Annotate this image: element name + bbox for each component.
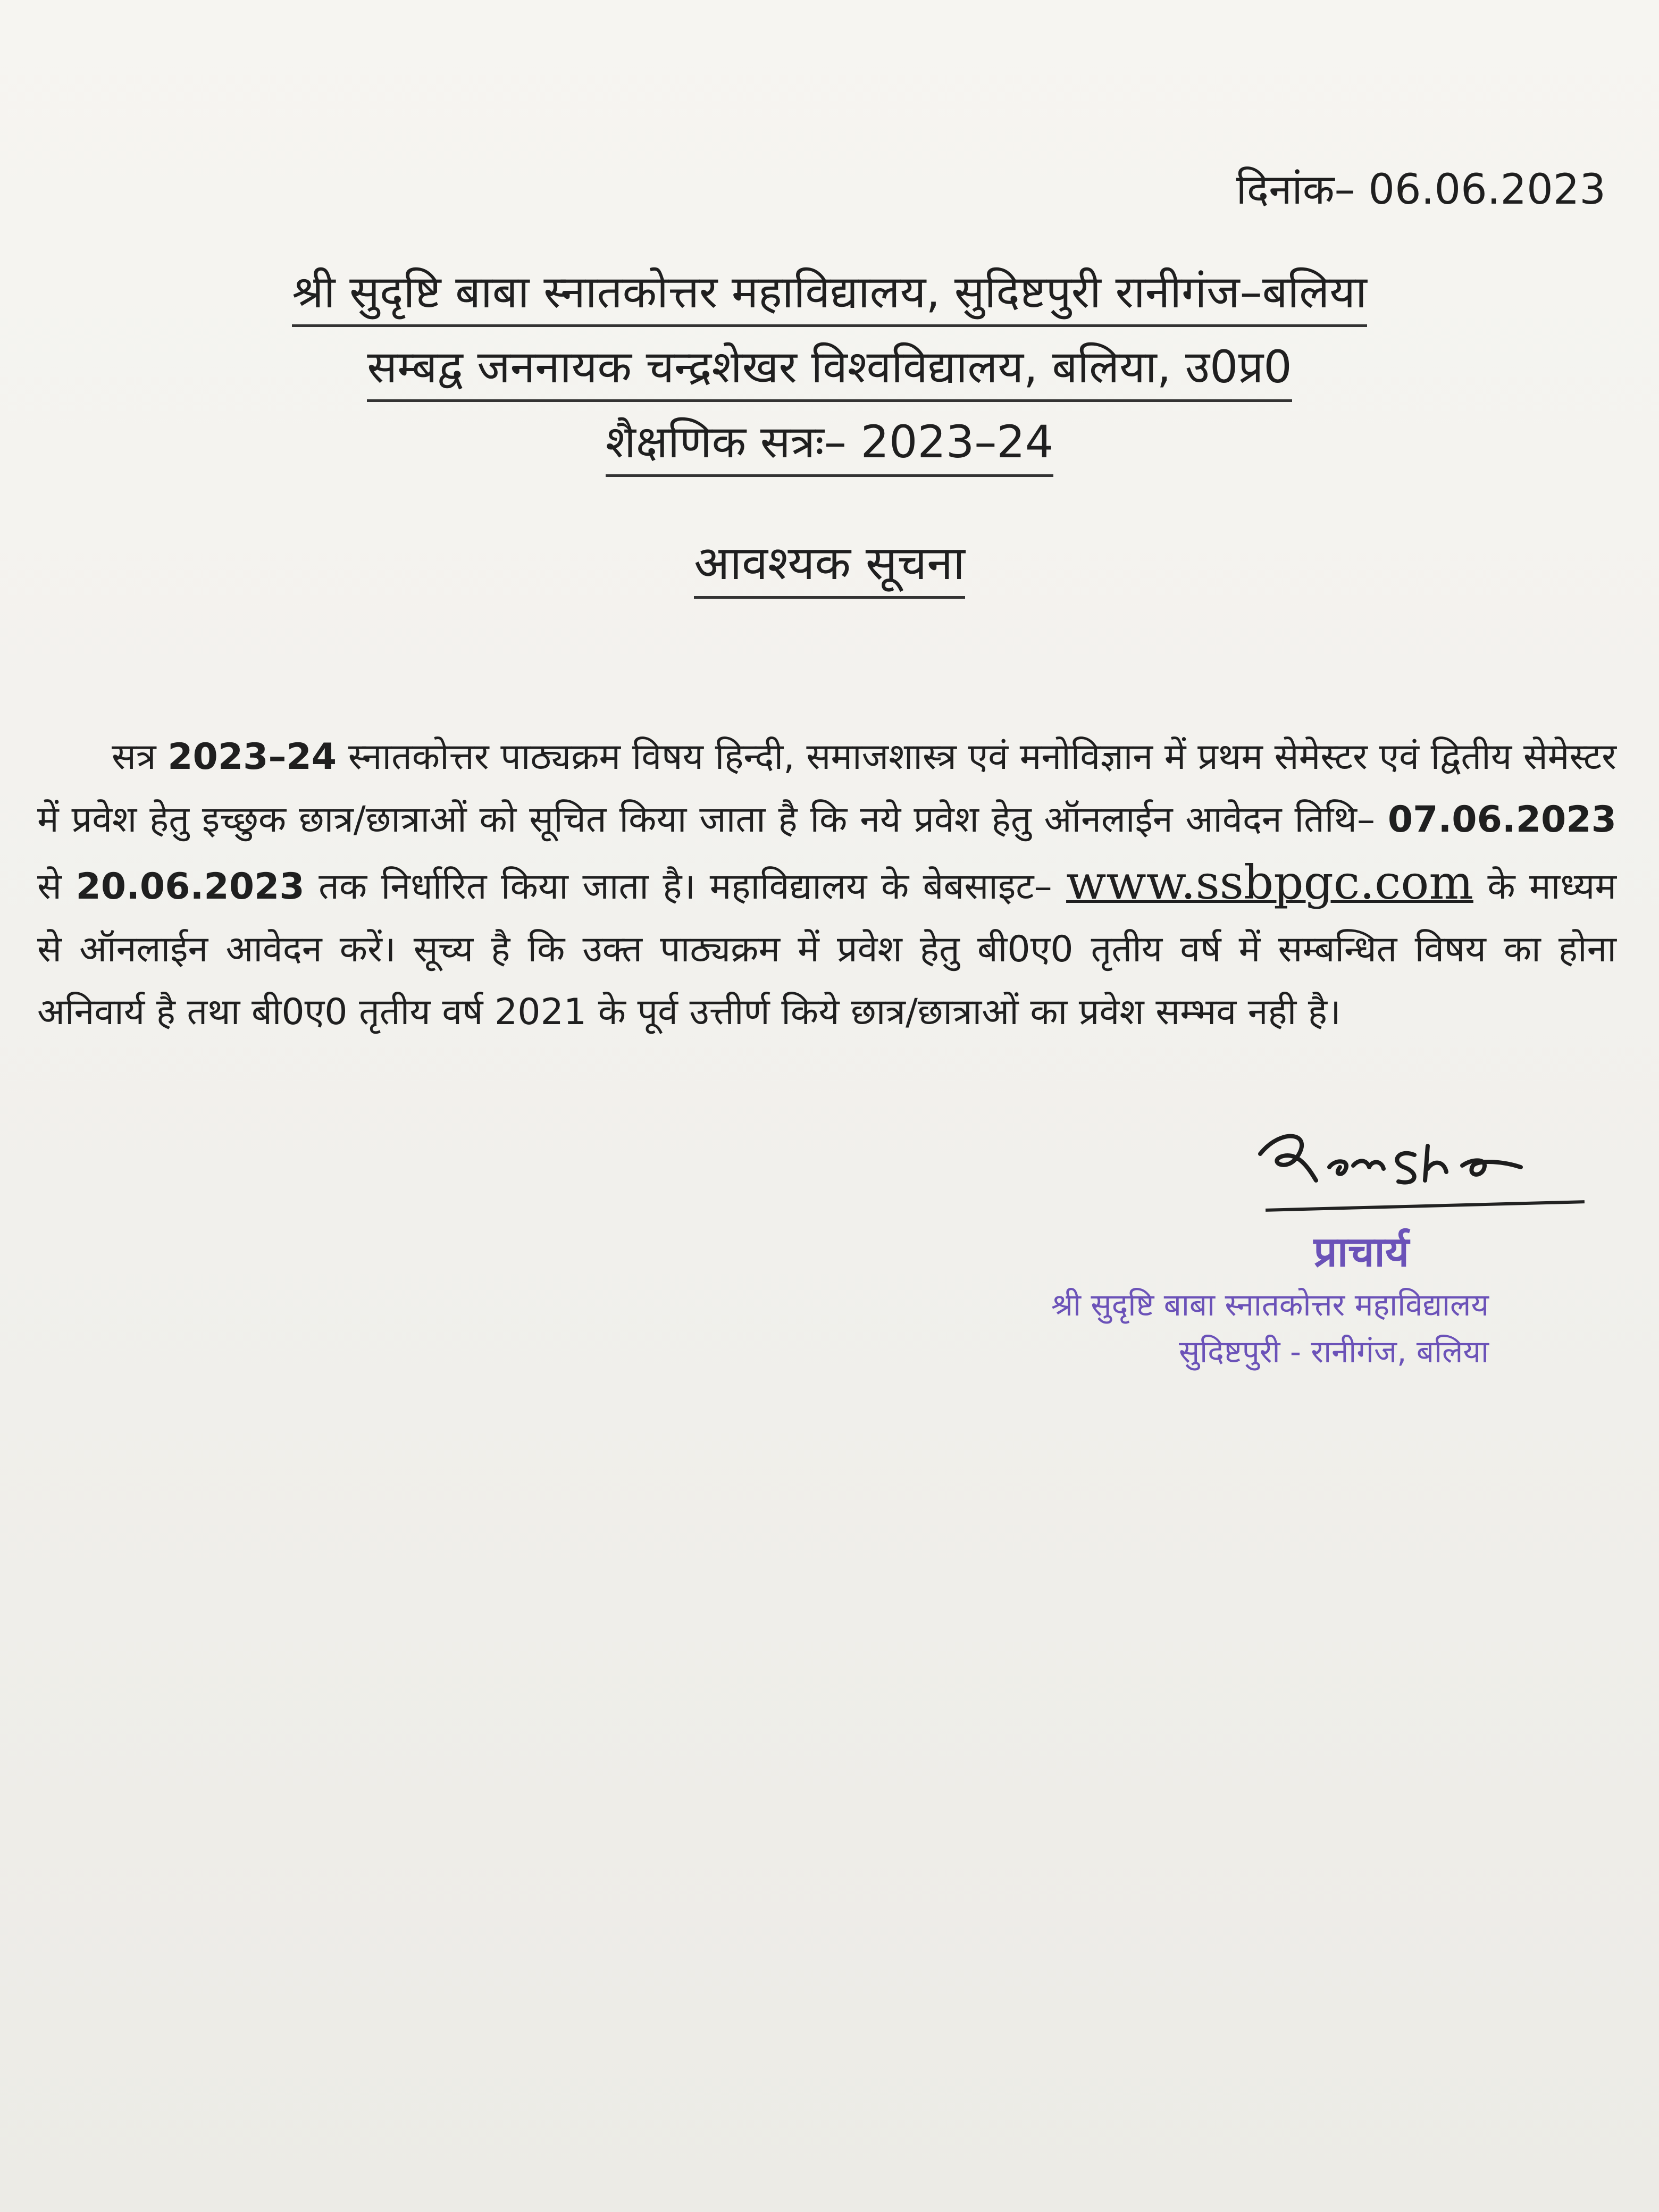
stamp-college-address: सुदिष्टपुरी - रानीगंज, बलिया bbox=[1178, 1334, 1489, 1370]
body-eligibility: के माध्यम से ऑनलाईन आवेदन करें। सूच्य है कि उक्त पाठ्यक्रम में प्रवेश हेतु बी0ए0 तृतीय वर्ष में सम्बन्धित विषय का होना अनिवार्य है तथा बी0ए0 तृतीय वर्ष 2021 के पूर्व उत्तीर्ण किये छात्र/छात्राओं का प्रवेश सम्भव नही है। bbox=[37, 866, 1616, 1033]
academic-session: शैक्षणिक सत्रः– 2023–24 bbox=[606, 410, 1054, 477]
notice-heading-wrap bbox=[0, 529, 1659, 599]
session-year: 2023–24 bbox=[167, 736, 337, 778]
notice-body bbox=[37, 726, 1616, 1044]
college-name: श्री सुदृष्टि बाबा स्नातकोत्तर महाविद्यालय, सुदिष्टपुरी रानीगंज–बलिया bbox=[292, 261, 1367, 327]
body-date-connector: से bbox=[37, 866, 76, 908]
stamp-college-name: श्री सुदृष्टि बाबा स्नातकोत्तर महाविद्यालय bbox=[1051, 1287, 1489, 1323]
application-start-date: 07.06.2023 bbox=[1387, 799, 1616, 841]
document-header bbox=[0, 261, 1659, 485]
signature-image bbox=[1239, 1117, 1622, 1207]
college-website-link[interactable]: www.ssbpgc.com bbox=[1066, 855, 1473, 910]
body-intro: सत्र bbox=[112, 736, 168, 778]
university-affiliation: सम्बद्व जननायक चन्द्रशेखर विश्वविद्यालय, बलिया, उ0प्र0 bbox=[367, 336, 1292, 402]
notice-date: दिनांक– 06.06.2023 bbox=[1236, 166, 1606, 214]
body-course-details: स्नातकोत्तर पाठ्यक्रम विषय हिन्दी, समाजशास्त्र एवं मनोविज्ञान में प्रथम सेमेस्टर एवं द्वितीय सेमेस्टर में प्रवेश हेतु इच्छुक छात्र/छात्राओं को सूचित किया जाता है कि नये प्रवेश हेतु ऑनलाईन आवेदन तिथि– bbox=[37, 736, 1616, 841]
notice-heading: आवश्यक सूचना bbox=[694, 529, 965, 599]
principal-signature bbox=[1239, 1117, 1622, 1209]
body-website-intro: तक निर्धारित किया जाता है। महाविद्यालय के बेबसाइट– bbox=[304, 866, 1067, 908]
application-end-date: 20.06.2023 bbox=[76, 866, 305, 908]
principal-stamp bbox=[1051, 1223, 1489, 1375]
stamp-designation: प्राचार्य bbox=[1313, 1228, 1409, 1276]
